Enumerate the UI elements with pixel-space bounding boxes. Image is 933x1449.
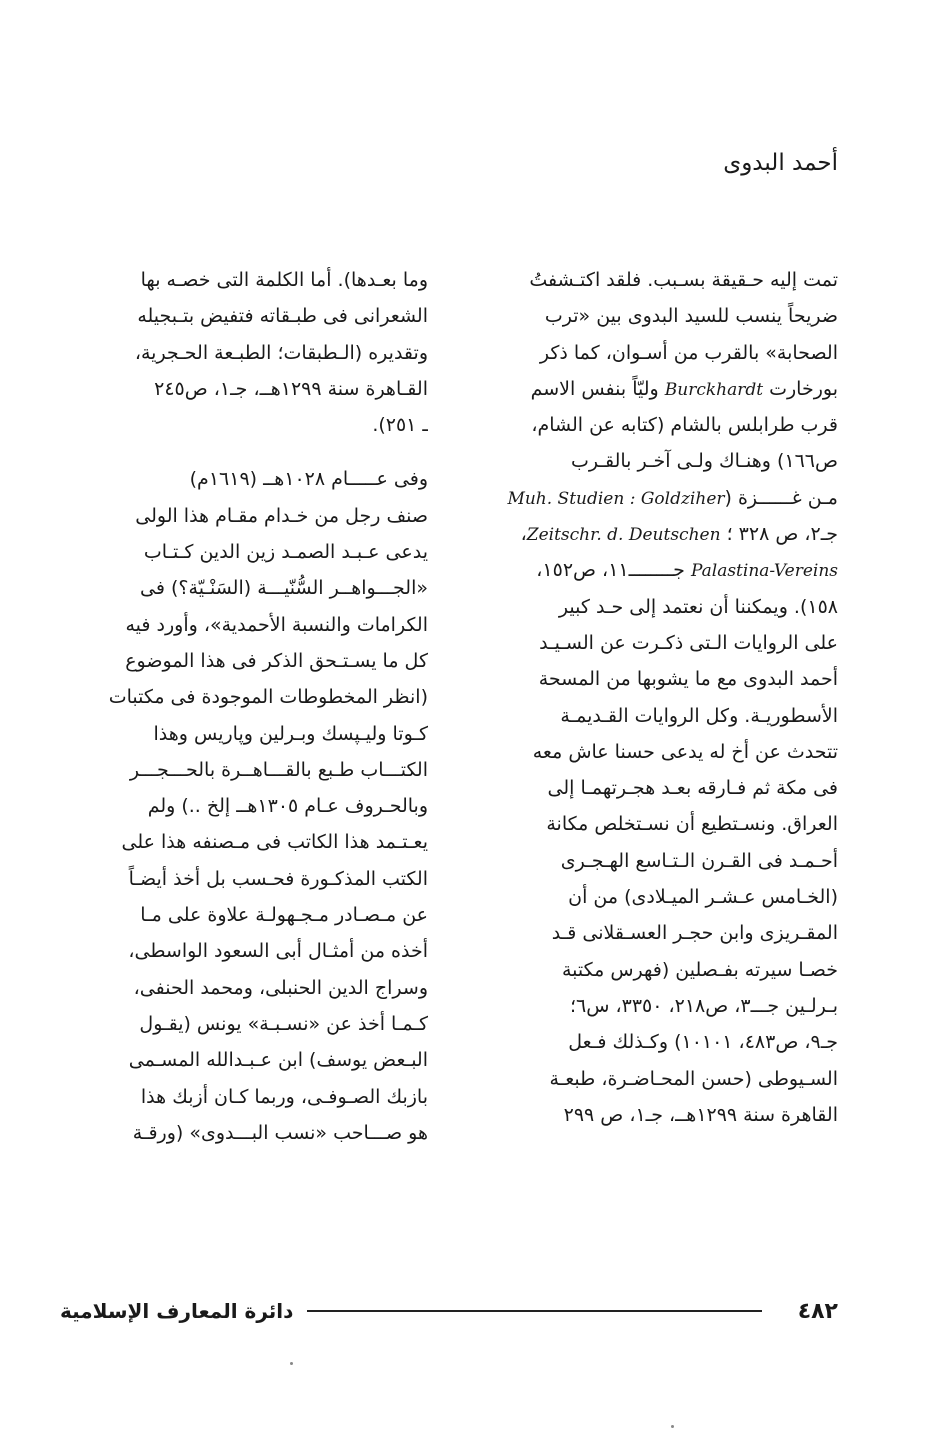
text-line: الصحابة» بالقرب من أسـوان، كما ذكر xyxy=(539,341,838,364)
text-line: تمت إليه حـقيقة بسـبب. فلقد اكتـشفتُ xyxy=(529,269,838,291)
text-line: يدعى عـبـد الصمـد زين الدين كـتـاب xyxy=(143,541,428,564)
text-line: صنف رجل من خـدام مقـام هذا الولى xyxy=(135,504,428,527)
text-line: «الجـــواهــر السُّنّيـــة (السَنْـيّة؟) فى xyxy=(140,577,428,600)
text-line: وتقديره (الـطبقات؛ الطبـعة الحـجرية، xyxy=(134,341,428,364)
text-line: البـعض يوسف) ابن عـبـدالله المسـمى xyxy=(128,1049,428,1072)
text-line: كـمـا أخذ عن «نسـبـة» يونس (يقـول xyxy=(139,1012,428,1035)
text-line: أخذه من أمثـال أبى السعود الواسطى، xyxy=(128,940,428,963)
page-footer xyxy=(60,1296,838,1326)
text-line: على الروايات الـتى ذكـرت عن السـيـد xyxy=(539,631,838,654)
text-line: يعـتـمد هذا الكاتب فى مـصنفه هذا على xyxy=(121,831,428,854)
text-line: ص١٦٦) وهنـاك ولـى آخـر بالقـرب xyxy=(571,450,838,473)
journal-title: دائرة المعارف الإسلامية xyxy=(60,1299,294,1323)
text-line: فى مكة ثم فـارقه بعـد هجـرتهمـا إلى xyxy=(547,777,838,800)
text-line: وبالحـروف عـام ١٣٠٥هــ إلخ ..) ولم xyxy=(147,795,428,818)
scan-speck xyxy=(290,1362,293,1365)
text-line: الكتب المذكـورة فحـسب بل أخذ أيضـاً xyxy=(128,867,428,890)
text-line: ـ ٢٥١). xyxy=(372,414,428,437)
text-line: كل ما يسـتـحق الذكر فى هذا الموضوع xyxy=(125,649,428,672)
left-column xyxy=(88,262,428,1151)
text-line: السـيوطى (حسن المحـاضـرة، طبعـة xyxy=(549,1067,838,1090)
scan-speck xyxy=(671,1425,674,1428)
text-line: الأسطوريـة. وكل الروايات القـديمـة xyxy=(560,704,838,727)
text-line: هو صـــاحب «نسب البـــدوى» (ورقـة xyxy=(132,1121,428,1144)
left-paragraph-1 xyxy=(88,262,428,443)
text-line: الشعرانى فى طبـقاته فتفيض بتـبجيله xyxy=(137,305,428,328)
text-line: (انظر المخطوطات الموجودة فى مكتبات xyxy=(108,686,428,709)
text-line: الكتـــاب طـبع بالقـــاهــرة بالحـــجـــر xyxy=(129,758,428,781)
text-line: أحمد البدوى مع ما يشوبها من المسحة xyxy=(538,668,838,691)
text-line: العراق. ونسـتطيع أن نسـتخلص مكانة xyxy=(546,813,838,836)
text-line: Palastina-Vereins جــــــــ١١، ص١٥٢، xyxy=(536,559,838,582)
paragraph-gap xyxy=(88,443,428,461)
text-line: كـوتا وليـپسك وبـرلين وپاريس وهذا xyxy=(153,722,428,745)
text-line: القاهرة سنة ١٢٩٩هــ، جـ١، ص ٢٩٩ xyxy=(563,1103,838,1126)
text-line: المقـريزى وابن حجـر العسـقلانى قـد xyxy=(551,922,838,945)
text-line: وفى عـــــام ١٠٢٨هــ (١٦١٩م) xyxy=(189,468,428,491)
text-line: جـ٢، ص ٣٢٨ ؛ Zeitschr. d. Deutschen، xyxy=(520,523,838,546)
footer-rule xyxy=(307,1310,761,1312)
text-line: (الخـامس عـشـر الميـلادى) من أن xyxy=(568,886,838,909)
running-head-title: أحمد البدوى xyxy=(723,150,838,176)
text-line: مـن غــــــزة (Muh. Studien : Goldziher xyxy=(507,486,838,509)
right-column xyxy=(473,262,838,1133)
text-line: تتحدث عن أخ له يدعى حسنا عاش معه xyxy=(532,740,838,763)
text-line: القـاهرة سنة ١٢٩٩هــ، جـ١، ص٢٤٥ xyxy=(154,377,428,400)
text-line: خصـا سيرته بفـصلين (فهرس مكتبة xyxy=(561,958,838,981)
left-paragraph-2 xyxy=(88,461,428,1151)
text-line: وما بعـدها). أما الكلمة التى خصـه بها xyxy=(140,269,428,291)
text-line: بازبك الصـوفـى، وربما كـان أزبك هذا xyxy=(140,1085,428,1108)
text-line: بورخارت Burckhardt وليّاً بنفس الاسم xyxy=(530,377,838,400)
page-number: ٤٨٢ xyxy=(797,1298,838,1324)
text-line: الكرامات والنسبة الأحمدية»، وأورد فيه xyxy=(125,613,428,636)
text-line: ١٥٨). ويمكننا أن نعتمد إلى حـد كبير xyxy=(558,595,838,618)
text-line: عن مـصـادر مـجـهولـة علاوة على مـا xyxy=(140,904,428,927)
text-line: جـ٩، ص٤٨٣، ١٠١٠١) وكـذلك فـعل xyxy=(568,1031,838,1054)
text-line: وسراج الدين الحنبلى، ومحمد الحنفى، xyxy=(133,976,428,999)
text-line: قرب طرابلس بالشام (كتابه عن الشام، xyxy=(531,414,838,437)
text-line: ضريحاً ينسب للسيد البدوى بين «ترب xyxy=(544,305,838,328)
text-line: أحـمـد فى القـرن الـتـاسع الهـجـرى xyxy=(560,849,838,872)
text-line: بـرلـين جـــ٣، ص٢١٨، ٣٣٥٠، س٦؛ xyxy=(569,994,838,1017)
